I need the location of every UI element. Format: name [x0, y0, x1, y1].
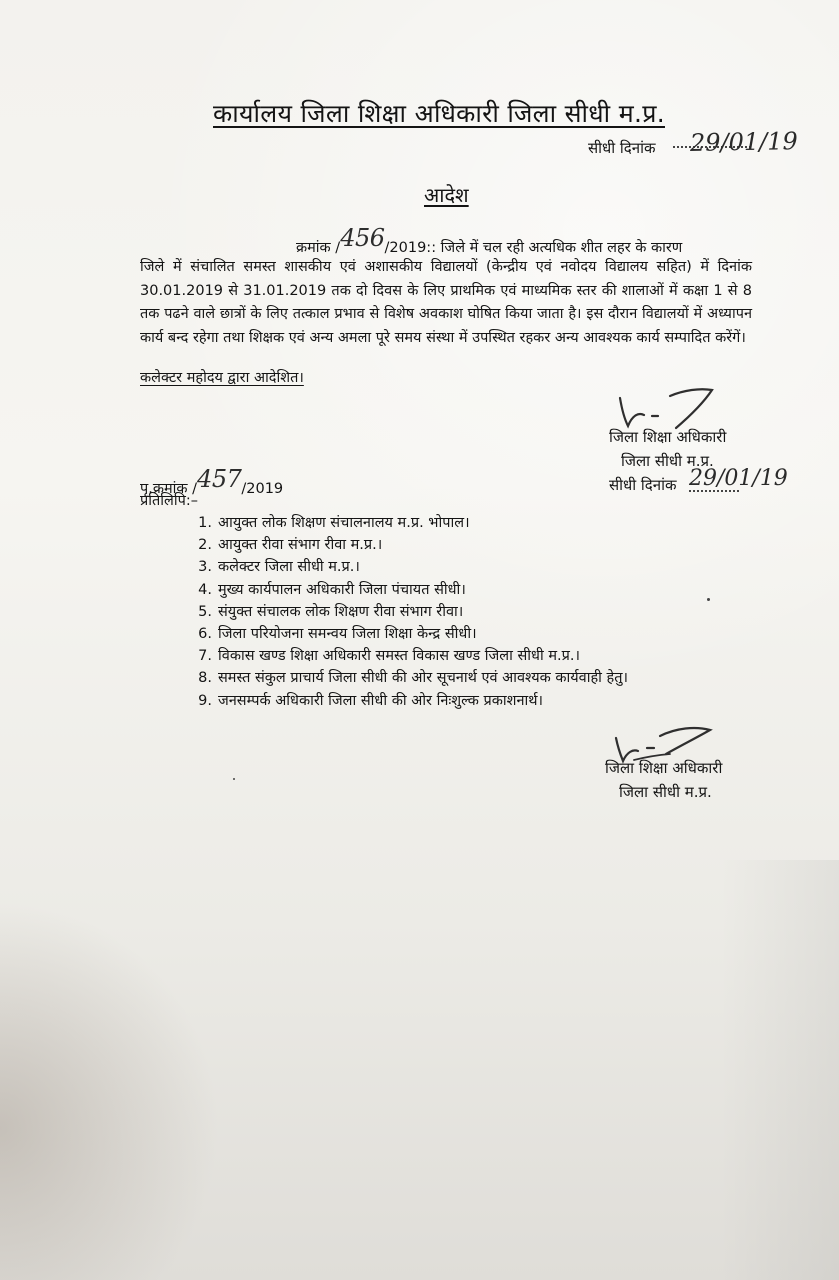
list-item: [184, 645, 628, 667]
signature-2-place: जिला सीधी म.प्र.: [619, 783, 712, 801]
order-body-text: जिले में संचालित समस्त शासकीय एवं अशासकीय विद्यालयों (केन्द्रीय एवं नवोदय विद्यालय सहित) में दिनांक 30.01.2019 से 31.01.2019 तक दो दिवस के लिए प्राथमिक एवं माध्यमिक स्तर की शालाओं में कक्षा 1 से 8 तक पढने वाले छात्रों के लिए तत्काल प्रभाव से विशेष अवकाश घोषित किया जाता है। इस दौरान विद्यालयों में अध्यापन कार्य बन्द रहेगा तथा शिक्षक एवं अन्य अमला पूरे समय संस्था में उपस्थित रहकर अन्य आवश्यक कार्य सम्पादित करेंगें।: [140, 259, 752, 346]
list-item-text: संयुक्त संचालक लोक शिक्षण रीवा संभाग रीवा।: [218, 603, 464, 620]
list-item-text: कलेक्टर जिला सीधी म.प्र.।: [218, 559, 360, 576]
order-ref-prefix: क्रमांक /: [296, 240, 341, 256]
list-item-text: आयुक्त रीवा संभाग रीवा म.प्र.।: [218, 537, 383, 554]
order-reference-line: [296, 224, 683, 258]
list-item-text: जनसम्पर्क अधिकारी जिला सीधी की ओर निःशुल्क प्रकाशनार्थ।: [218, 692, 544, 709]
list-item-number: 6.: [198, 626, 212, 643]
list-item: [184, 623, 628, 645]
copy-ref-prefix: पृ.क्रमांक /: [140, 481, 198, 497]
list-item-number: 2.: [198, 537, 212, 554]
list-item-number: 7.: [198, 648, 212, 665]
list-item: [184, 512, 628, 534]
list-item-number: 1.: [198, 515, 212, 531]
order-heading: आदेश: [424, 183, 469, 207]
list-item-text: जिला परियोजना समन्वय जिला शिक्षा केन्द्र सीधी।: [218, 626, 477, 643]
signature-1-date-label: सीधी दिनांक: [609, 476, 677, 494]
order-handwritten-number: 456: [340, 224, 385, 252]
list-item: [184, 690, 628, 712]
copy-ref-suffix: /2019: [241, 481, 284, 497]
paper-speck: [707, 598, 710, 601]
paper-speck: [233, 778, 235, 780]
list-item-text: समस्त संकुल प्राचार्य जिला सीधी की ओर सूचनार्थ एवं आवश्यक कार्यवाही हेतु।: [218, 670, 628, 687]
list-item-text: आयुक्त लोक शिक्षण संचालनालय म.प्र. भोपाल।: [218, 515, 470, 531]
list-item: [184, 579, 628, 601]
list-item: [184, 534, 628, 556]
list-item: [184, 556, 628, 578]
list-item-number: 9.: [198, 692, 212, 709]
signature-1-place: जिला सीधी म.प्र.: [621, 452, 714, 470]
list-item-number: 3.: [198, 559, 212, 576]
office-title: कार्यालय जिला शिक्षा अधिकारी जिला सीधी म.प्र.: [213, 99, 665, 128]
list-item-number: 5.: [198, 603, 212, 620]
list-item: [184, 667, 628, 689]
list-item-text: मुख्य कार्यपालन अधिकारी जिला पंचायत सीधी।: [218, 581, 466, 598]
signature-2-title: जिला शिक्षा अधिकारी: [605, 759, 723, 777]
list-item-text: विकास खण्ड शिक्षा अधिकारी समस्त विकास खण्ड जिला सीधी म.प्र.।: [218, 648, 580, 665]
signature-1-handwritten-date: 29/01/19: [689, 466, 788, 491]
copy-handwritten-number: 457: [197, 465, 242, 493]
signature-1-title: जिला शिक्षा अधिकारी: [609, 428, 727, 446]
page-shadow-left: [0, 900, 220, 1280]
list-item-number: 4.: [198, 581, 212, 598]
copy-recipients-list: [184, 512, 628, 712]
header-handwritten-date: 29/01/19: [689, 127, 799, 157]
collector-order-line: कलेक्टर महोदय द्वारा आदेशित।: [140, 370, 304, 386]
page-shadow-right: [719, 860, 839, 1280]
order-ref-suffix: /2019:: जिले में चल रही अत्यधिक शीत लहर के कारण: [384, 240, 683, 256]
copy-label: प्रतिलिपि:–: [140, 493, 198, 509]
list-item-number: 8.: [198, 670, 212, 687]
header-date-label: सीधी दिनांक: [588, 139, 656, 157]
list-item: [184, 601, 628, 623]
